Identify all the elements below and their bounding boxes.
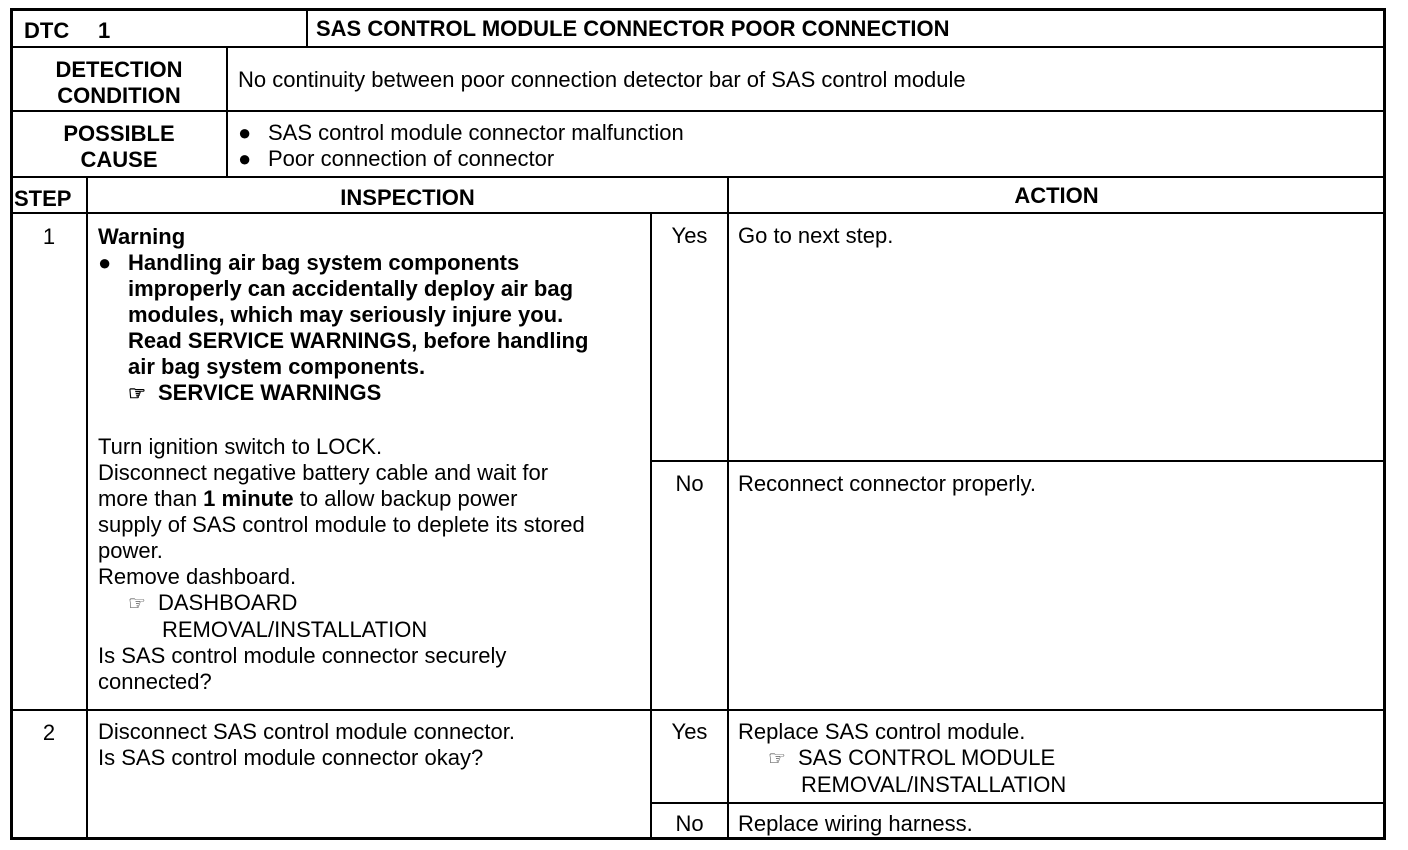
- row-divider: [10, 46, 1386, 48]
- col-divider: [306, 8, 308, 48]
- no-action: Replace wiring harness.: [738, 811, 973, 836]
- step-2-inspection: Disconnect SAS control module connector. Is SAS control module connector okay?: [98, 719, 516, 770]
- row-divider: [10, 212, 1386, 214]
- dtc-number: 1: [98, 18, 111, 43]
- row-divider: [650, 460, 1386, 462]
- warning-reference[interactable]: SERVICE WARNINGS: [158, 380, 382, 405]
- cause-list: [238, 120, 684, 172]
- row-divider: [10, 709, 1386, 711]
- column-header-action: ACTION: [1014, 183, 1099, 208]
- no-label: No: [675, 471, 704, 496]
- list-item: ● Poor connection of connector: [238, 146, 555, 171]
- no-action: Reconnect connector properly.: [738, 471, 1036, 496]
- yes-label: Yes: [671, 719, 708, 744]
- col-divider: [727, 176, 729, 840]
- reference-icon: ☞: [768, 748, 786, 770]
- detection-text: No continuity between poor connection detector bar of SAS control module: [238, 67, 966, 92]
- detection-label: DETECTION CONDITION: [55, 57, 183, 108]
- step-number: 2: [42, 720, 56, 745]
- reference-icon: ☞: [128, 383, 146, 405]
- step-1-inspection: Warning ● Handling air bag system components improperly can accidentally deploy air bag modules, which may seriously injure you. Read SERVICE WARNINGS, before handling air bag system components. ☞ SERVICE WARNINGS Turn ignition switch to LOCK. Disconnect negative battery cable and wait for more than 1 minute to allow backup power supply of SAS control module to deplete its stored power. Remove dashboard. ☞ DASHBOARD REMOVAL/INSTALLATION Is SAS control module connector securely connected?: [98, 224, 589, 694]
- column-header-step: STEP: [14, 186, 72, 211]
- no-label: No: [675, 811, 704, 836]
- yes-action: Go to next step.: [738, 223, 894, 248]
- dtc-label: DTC: [24, 18, 70, 43]
- yes-action: Replace SAS control module. ☞ SAS CONTROL MODULE REMOVAL/INSTALLATION: [738, 719, 1067, 797]
- bullet-icon: ●: [238, 146, 252, 171]
- row-divider: [650, 802, 1386, 804]
- step-number: 1: [42, 224, 56, 249]
- sas-module-reference[interactable]: SAS CONTROL MODULE: [798, 745, 1056, 770]
- yes-label: Yes: [671, 223, 708, 248]
- column-header-inspection: INSPECTION: [340, 185, 475, 210]
- dashboard-reference[interactable]: DASHBOARD: [158, 590, 298, 615]
- page-title: SAS CONTROL MODULE CONNECTOR POOR CONNECTION: [316, 16, 950, 41]
- row-divider: [10, 176, 1386, 178]
- col-divider: [86, 176, 88, 840]
- bullet-icon: ●: [238, 120, 252, 145]
- list-item: ● SAS control module connector malfunction: [238, 120, 684, 145]
- col-divider: [226, 46, 228, 178]
- col-divider: [650, 212, 652, 840]
- cause-label: POSSIBLE CAUSE: [63, 121, 175, 172]
- bullet-icon: ●: [98, 250, 112, 275]
- warning-title: Warning: [98, 224, 186, 249]
- reference-icon: ☞: [128, 593, 146, 615]
- row-divider: [10, 110, 1386, 112]
